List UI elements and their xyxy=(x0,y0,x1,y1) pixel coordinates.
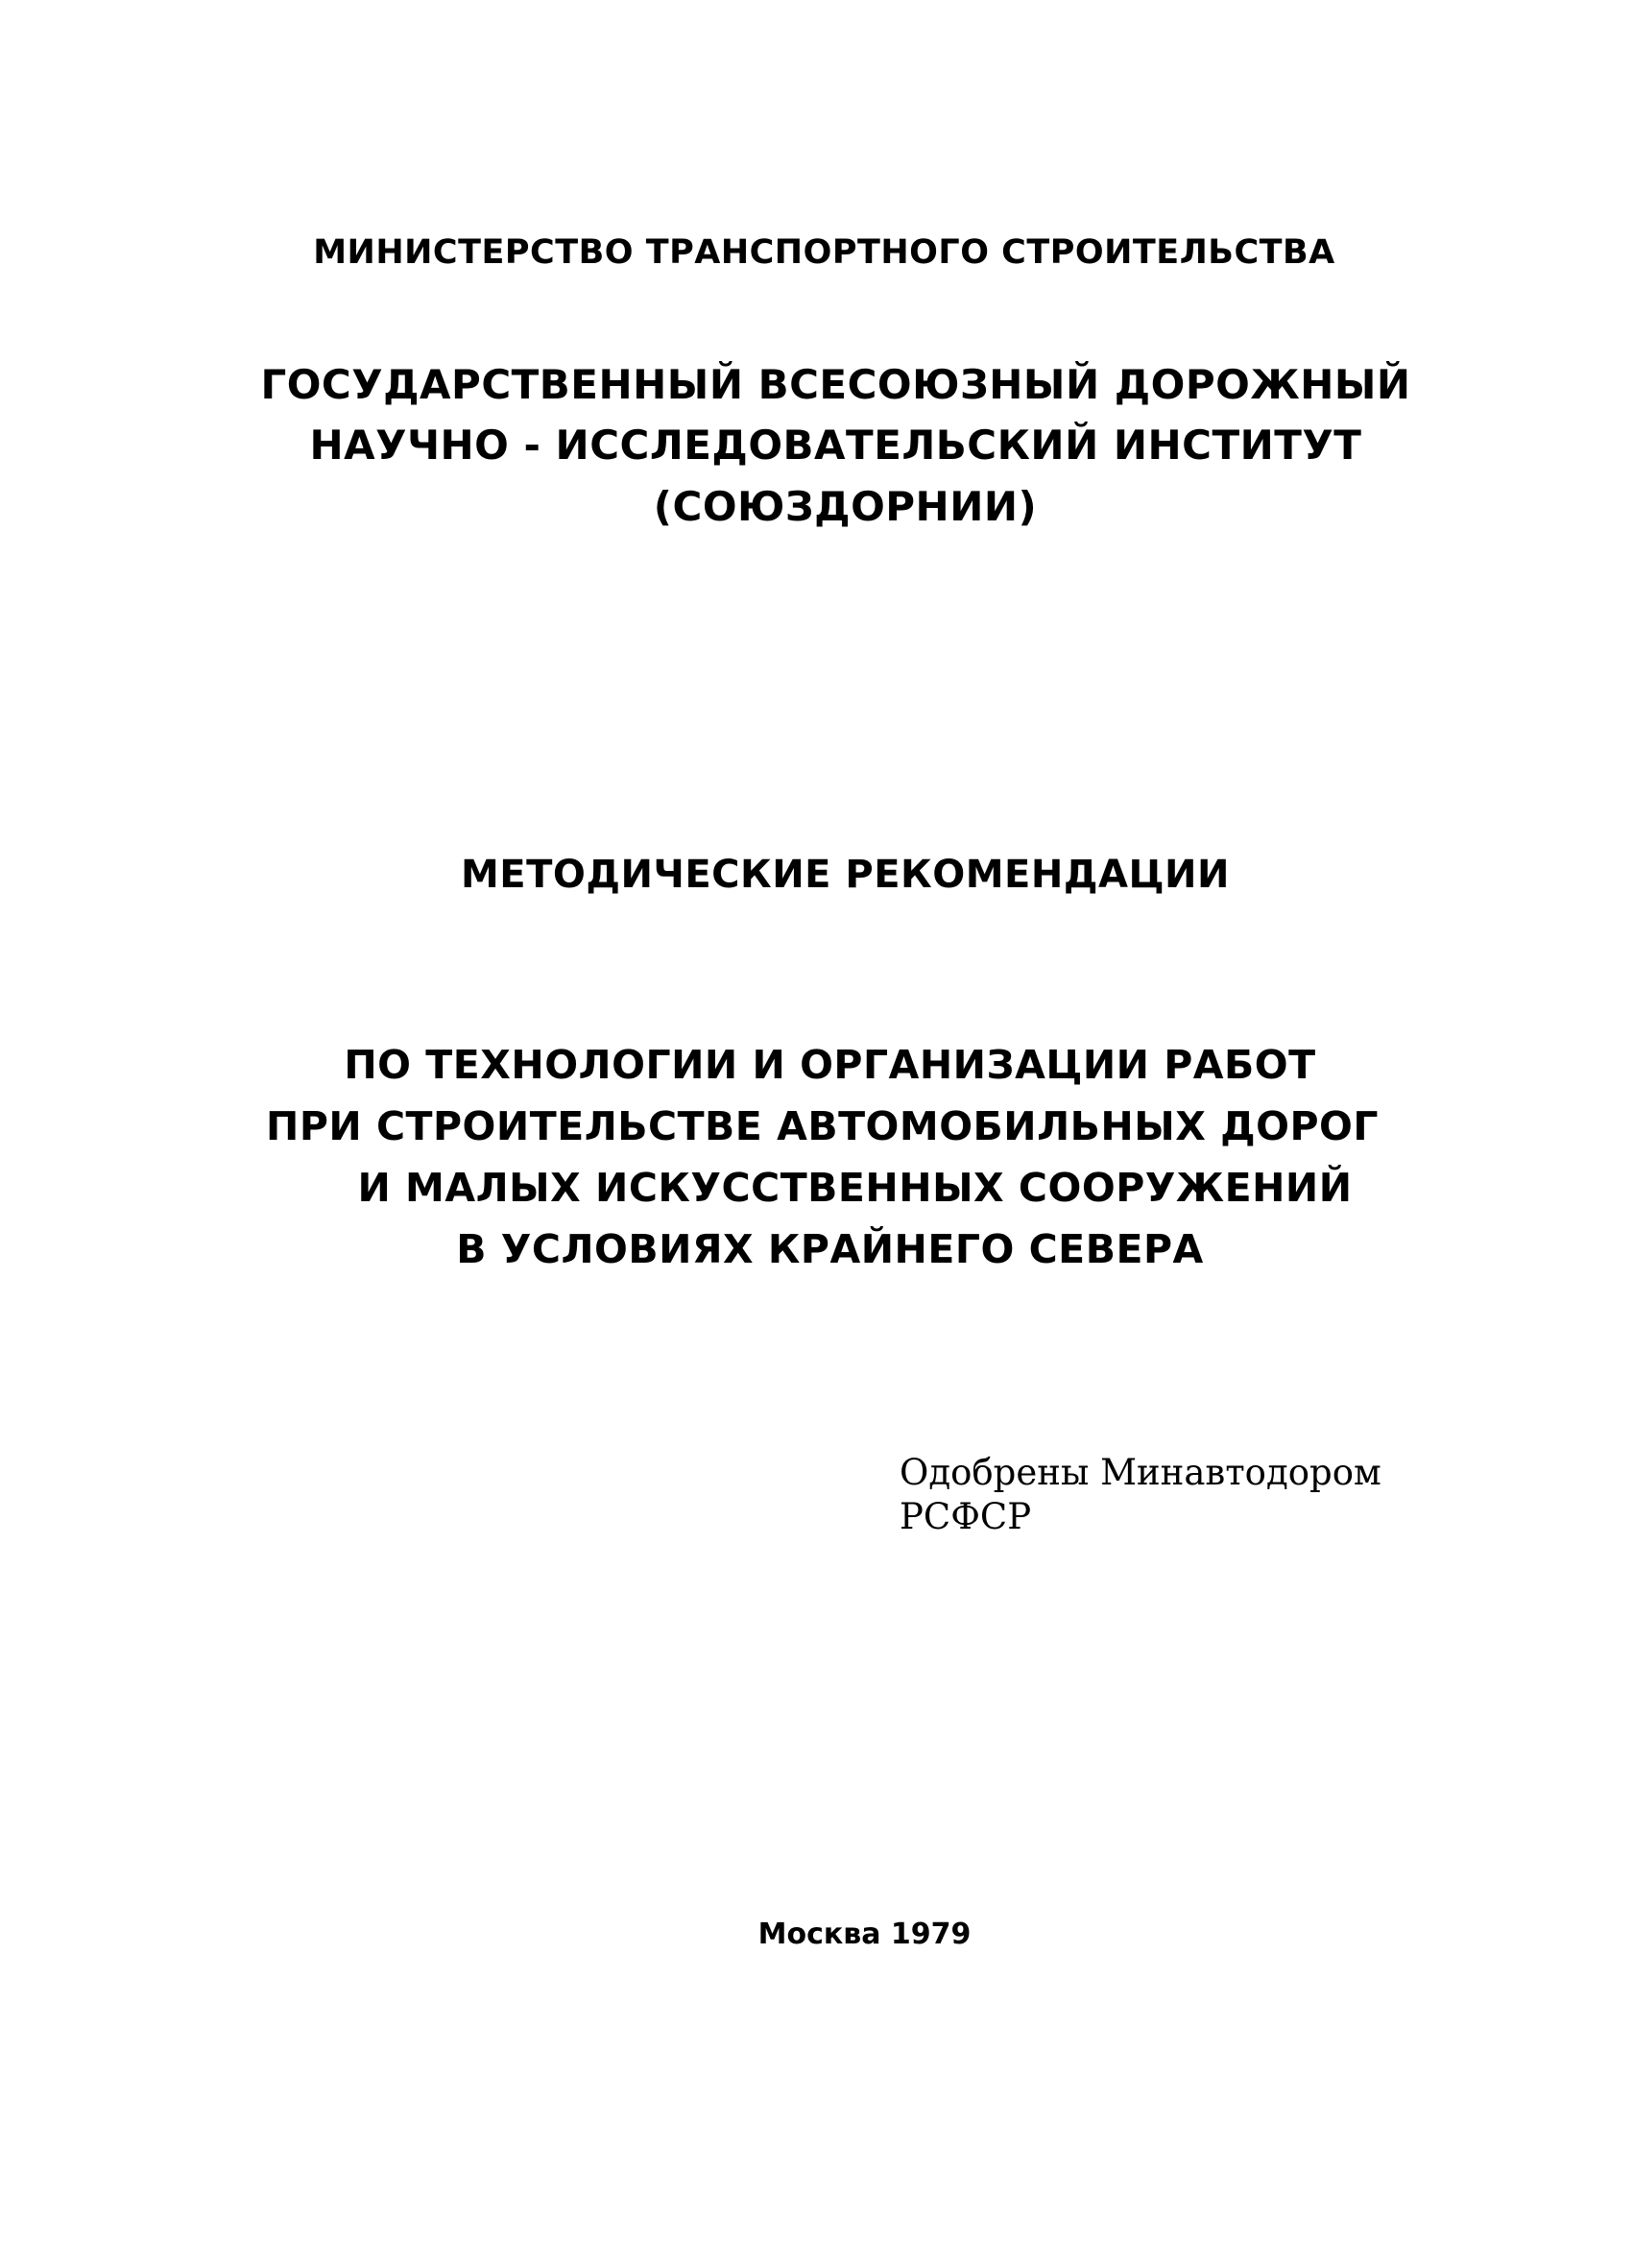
document-subject-line-1: ПО ТЕХНОЛОГИИ И ОРГАНИЗАЦИИ РАБОТ xyxy=(344,1042,1316,1088)
document-subject-line-4: В УСЛОВИЯХ КРАЙНЕГО СЕВЕРА xyxy=(456,1226,1204,1272)
approval-line-2: РСФСР xyxy=(900,1496,1032,1537)
document-subject-line-3: И МАЛЫХ ИСКУССТВЕННЫХ СООРУЖЕНИЙ xyxy=(357,1165,1353,1211)
institute-name-line-2: НАУЧНО - ИССЛЕДОВАТЕЛЬСКИЙ ИНСТИТУТ xyxy=(309,422,1362,469)
document-subject-line-2: ПРИ СТРОИТЕЛЬСТВЕ АВТОМОБИЛЬНЫХ ДОРОГ xyxy=(266,1103,1379,1149)
institute-name-line-1: ГОСУДАРСТВЕННЫЙ ВСЕСОЮЗНЫЙ ДОРОЖНЫЙ xyxy=(260,361,1411,408)
publication-place-year: Москва 1979 xyxy=(757,1918,972,1951)
approval-note xyxy=(900,1451,1381,1539)
institute-abbreviation: (СОЮЗДОРНИИ) xyxy=(653,483,1038,530)
ministry-name: МИНИСТЕРСТВО ТРАНСПОРТНОГО СТРОИТЕЛЬСТВА xyxy=(313,233,1335,272)
approval-line-1: Одобрены Минавтодором xyxy=(900,1452,1381,1493)
document-type-heading: МЕТОДИЧЕСКИЕ РЕКОМЕНДАЦИИ xyxy=(460,853,1231,897)
